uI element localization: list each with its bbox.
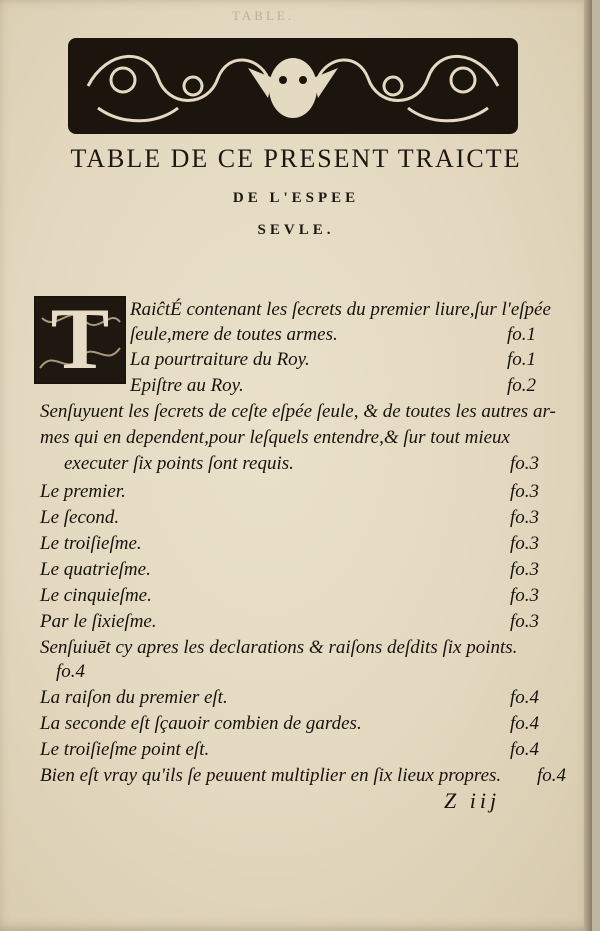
toc-entry-folio: fo.4 bbox=[537, 765, 567, 786]
toc-entry bbox=[40, 711, 584, 737]
drop-cap bbox=[34, 296, 126, 384]
toc-entry-text: ſeule,mere de toutes armes. bbox=[130, 324, 338, 345]
toc-entry-text: La pourtraiture du Roy. bbox=[130, 349, 310, 370]
toc-entry bbox=[40, 399, 584, 425]
toc-entry bbox=[40, 531, 584, 557]
toc-entry-folio: fo.3 bbox=[510, 481, 540, 502]
toc-entry bbox=[130, 373, 584, 399]
headpiece-ornament bbox=[68, 38, 518, 134]
page-edge bbox=[584, 0, 592, 931]
toc-entry-text: executer ſix points ſont requis. bbox=[64, 453, 294, 474]
toc-entry-folio: fo.3 bbox=[510, 559, 540, 580]
table-title: TABLE DE CE PRESENT TRAICTE bbox=[70, 144, 522, 173]
toc-entry bbox=[40, 763, 584, 789]
toc-entry bbox=[40, 425, 584, 451]
toc-entry-folio: fo.3 bbox=[510, 533, 540, 554]
drop-cap-letter: T bbox=[50, 296, 110, 384]
toc-entry-folio: fo.3 bbox=[510, 611, 540, 632]
toc-entry-text: mes qui en dependent,pour leſquels entendre,& ſur tout mieux bbox=[40, 427, 510, 448]
toc-entry-folio: fo.2 bbox=[507, 375, 537, 396]
toc-entry-folio: fo.3 bbox=[510, 507, 540, 528]
toc-entry-folio: fo.1 bbox=[507, 324, 537, 345]
toc-entry-text: Le ſecond. bbox=[40, 507, 120, 528]
toc-entry-text: Le cinquieſme. bbox=[40, 585, 152, 606]
signature-mark: Z iij bbox=[444, 788, 501, 813]
toc-entry-text: Le premier. bbox=[40, 481, 126, 502]
toc-entry bbox=[40, 609, 584, 635]
toc-entry-text: RaiĉtÉ contenant les ſecrets du premier liure,ſur l'eſpée bbox=[130, 299, 551, 320]
toc-entry bbox=[40, 479, 584, 505]
toc-entry-text: La seconde eſt ſçauoir combien de gardes. bbox=[40, 713, 362, 734]
toc-entry-folio: fo.4 bbox=[510, 687, 540, 708]
running-head: TABLE. bbox=[232, 8, 295, 23]
toc-entry bbox=[40, 737, 584, 763]
toc-entry bbox=[64, 451, 584, 477]
toc-entry-text: Le troiſieſme point eſt. bbox=[40, 739, 210, 760]
toc-entry bbox=[40, 505, 584, 531]
toc-entry bbox=[40, 583, 584, 609]
toc-entry-folio: fo.3 bbox=[510, 585, 540, 606]
table-subtitle: DE L'ESPEE bbox=[232, 190, 360, 206]
toc-entry-text: La raiſon du premier eſt. bbox=[40, 687, 228, 708]
toc-entry-text: Senſuiuēt cy apres les declarations & raiſons deſdits ſix points. bbox=[40, 637, 518, 658]
toc-entry-text: fo.4 bbox=[56, 661, 86, 682]
toc-entry-folio: fo.3 bbox=[510, 453, 540, 474]
toc-entry bbox=[130, 322, 584, 348]
toc-entry-text: Bien eſt vray qu'ils ſe peuuent multiplier en ſix lieux propres. bbox=[40, 765, 502, 786]
toc-entry bbox=[40, 635, 584, 661]
toc-entry-folio: fo.4 bbox=[510, 713, 540, 734]
toc-entry bbox=[130, 297, 584, 323]
toc-entry-text: Senſuyuent les ſecrets de ceſte eſpée ſeule, & de toutes les autres ar- bbox=[40, 401, 556, 422]
toc-entry bbox=[56, 659, 584, 685]
toc-entry-folio: fo.1 bbox=[507, 349, 537, 370]
toc-entry bbox=[40, 685, 584, 711]
toc-entry-folio: fo.4 bbox=[510, 739, 540, 760]
toc-entry-text: Le troiſieſme. bbox=[40, 533, 142, 554]
table-subtitle-2: SEVLE. bbox=[257, 222, 335, 238]
toc-entry-text: Epiſtre au Roy. bbox=[130, 375, 244, 396]
toc-entry-text: Le quatrieſme. bbox=[40, 559, 151, 580]
toc-entry bbox=[40, 557, 584, 583]
toc-entry-text: Par le ſixieſme. bbox=[40, 611, 157, 632]
toc-entry bbox=[130, 347, 584, 373]
